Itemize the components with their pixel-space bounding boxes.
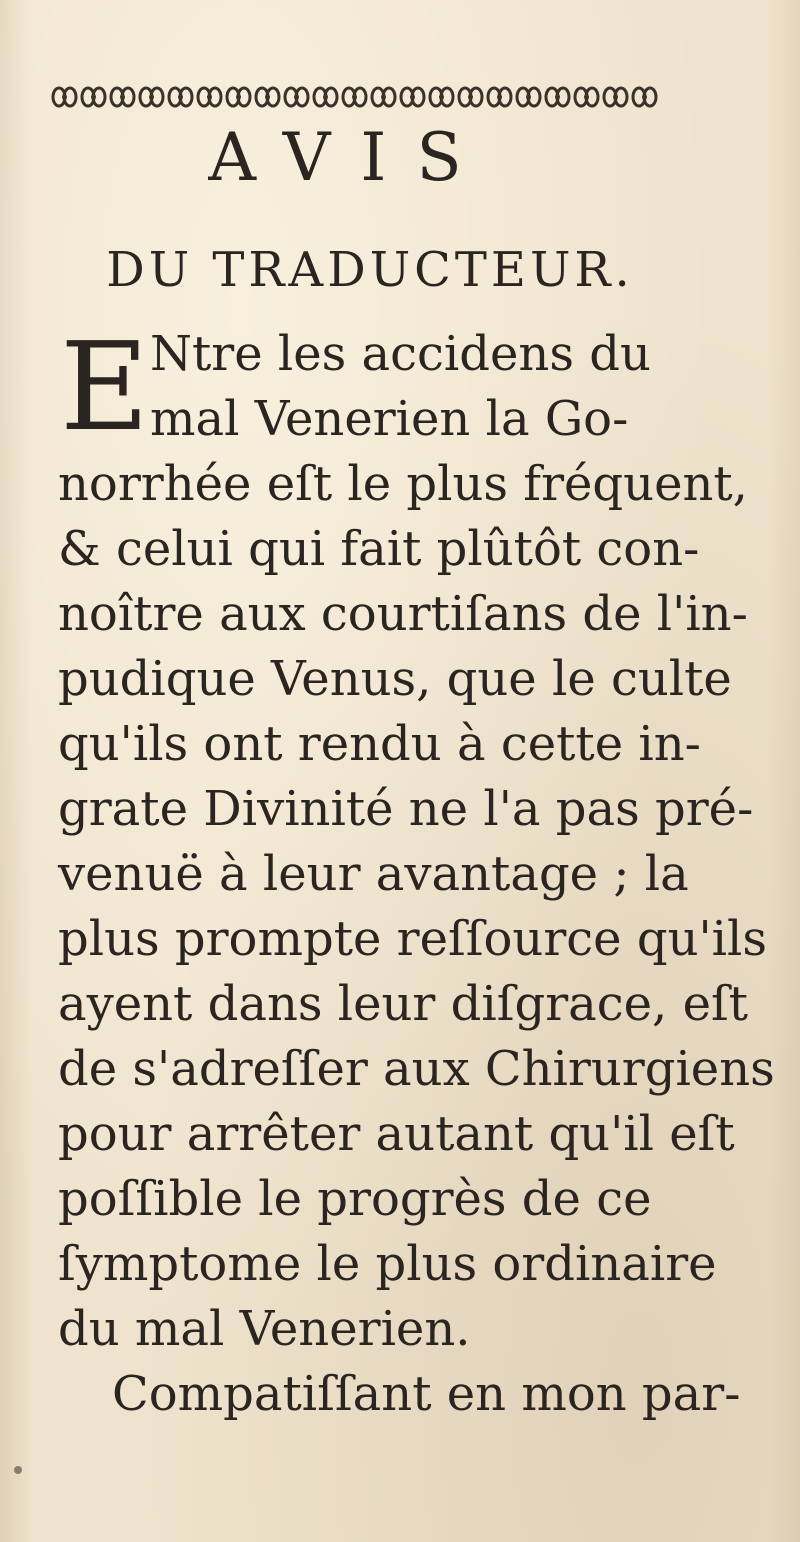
ornament-motif [343,88,366,106]
text-line: pudique Venus, que le culte [58,651,732,707]
ornament-motif [140,88,163,106]
ornament-motif [256,88,279,106]
text-line: ayent dans leur diſgrace, eſt [58,976,749,1032]
page-title: AVIS [208,119,492,196]
ornament-motif [604,88,627,106]
text-line: mal Venerien la Go- [150,391,629,447]
ornament-motif [372,88,395,106]
ornament-motif [169,88,192,106]
text-line: qu'ils ont rendu à cette in- [58,716,701,772]
ornament-motif [111,88,134,106]
ornament-motif [633,88,656,106]
ornament-motif [575,88,598,106]
ornament-motif [285,88,308,106]
text-line: poſſible le progrès de ce [58,1171,652,1227]
text-line: Compatiſſant en mon par- [112,1366,741,1422]
ornament-motif [401,88,424,106]
ornament-motif [82,88,105,106]
body-text [58,316,775,1427]
text-line: venuë à leur avantage ; la [58,846,689,902]
ornament-motif [198,88,221,106]
ornament-motif [517,88,540,106]
ornament-motif [459,88,482,106]
text-line: grate Divinité ne l'a pas pré- [58,781,754,837]
drop-cap: E [60,316,150,458]
text-line: ſymptome le plus ordinaire [58,1236,717,1292]
ornament-motif [227,88,250,106]
page-subtitle: DU TRADUCTEUR. [106,242,634,298]
text-line: Ntre les accidens du [150,326,651,382]
ink-speck [14,1466,22,1474]
ornament-band-icon [48,80,662,114]
text-line: noître aux courtiſans de l'in- [58,586,748,642]
text-line: plus prompte reſſource qu'ils [58,911,768,967]
ornament-motif [314,88,337,106]
text-line: & celui qui fait plûtôt con- [58,521,700,577]
ornament-motif [430,88,453,106]
text-line: du mal Venerien. [58,1301,471,1357]
text-line: pour arrêter autant qu'il eſt [58,1106,735,1162]
text-line: norrhée eſt le plus fréquent, [58,456,748,512]
ornament-motif [546,88,569,106]
text-line: de s'adreſſer aux Chirurgiens [58,1041,775,1097]
ornament-motif [488,88,511,106]
ornament-motif [53,88,76,106]
